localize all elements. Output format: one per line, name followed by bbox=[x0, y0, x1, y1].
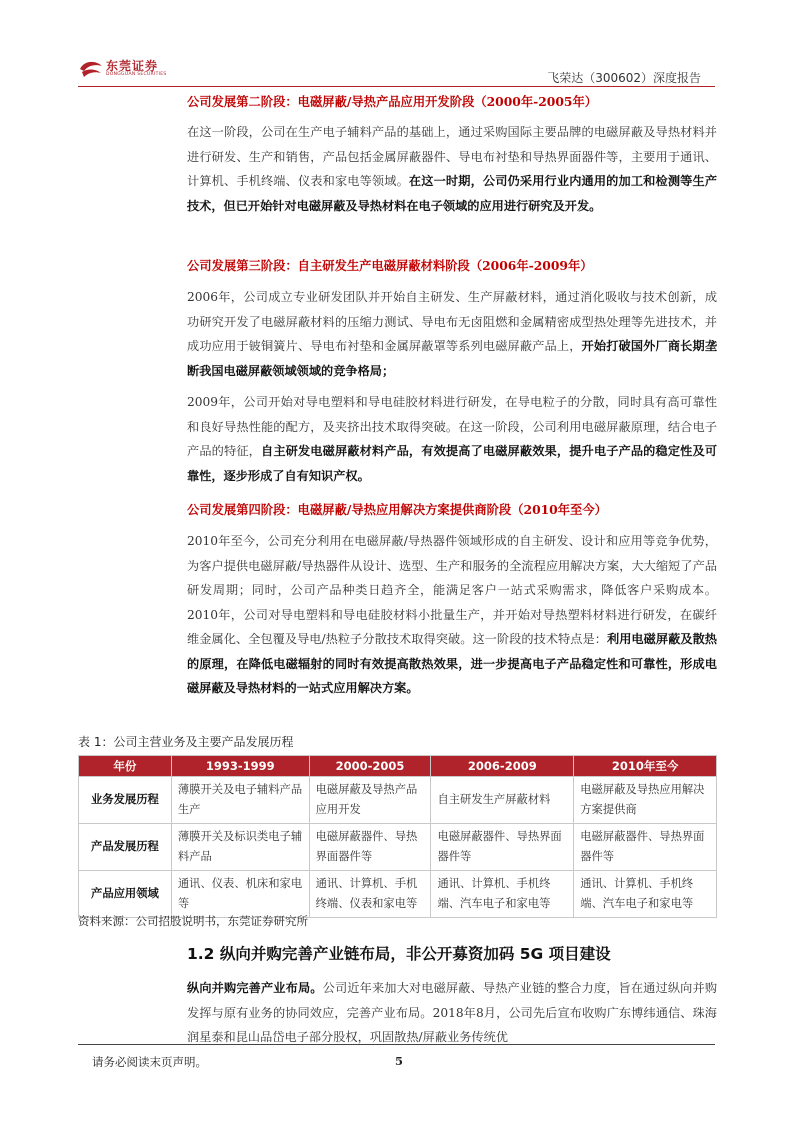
phase3-paragraph-2 bbox=[187, 390, 717, 488]
header-divider bbox=[78, 86, 715, 87]
table-row-header: 产品发展历程 bbox=[79, 824, 172, 871]
table-header-cell: 2000-2005 bbox=[309, 756, 431, 777]
table-cell: 薄膜开关及电子辅料产品生产 bbox=[171, 777, 309, 824]
phase2-paragraph bbox=[187, 120, 717, 218]
page-number: 5 bbox=[395, 1054, 404, 1068]
table-cell: 通讯、仪表、机床和家电等 bbox=[171, 871, 309, 918]
table-row bbox=[79, 824, 717, 871]
phase4-bold: 利用电磁屏蔽及散热的原理，在降低电磁辐射的同时有效提高散热效果，进一步提高电子产品稳定性和可靠性，形成电磁屏蔽及导热材料的一站式应用解决方案。 bbox=[187, 632, 717, 695]
phase2-bold: 在这一时期，公司仍采用行业内通用的加工和检测等生产技术，但已开始针对电磁屏蔽及导热材料在电子领域的应用进行研究及开发。 bbox=[187, 174, 718, 213]
table-row bbox=[79, 777, 717, 824]
table-header-cell: 年份 bbox=[79, 756, 172, 777]
development-table bbox=[78, 755, 717, 918]
table-cell: 通讯、计算机、手机终端、汽车电子和家电等 bbox=[431, 871, 574, 918]
section-title: 1.2 纵向并购完善产业链布局，非公开募资加码 5G 项目建设 bbox=[187, 945, 611, 963]
table-header-cell: 1993-1999 bbox=[171, 756, 309, 777]
phase4-title: 公司发展第四阶段：电磁屏蔽/导热应用解决方案提供商阶段（2010年至今） bbox=[187, 502, 607, 517]
logo-text-cn: 东莞证券 bbox=[106, 59, 159, 73]
section-lead-text: 公司近年来加大对电磁屏蔽、导热产业链的整合力度，旨在通过纵向并购发挥与原有业务的协同效应，完善产业布局。2018年8月，公司先后宣布收购广东博纬通信、珠海润星泰和昆山品岱电子部分股权，巩固散热/屏蔽业务传统优 bbox=[187, 981, 718, 1044]
table-header-cell: 2006-2009 bbox=[431, 756, 574, 777]
phase4-paragraph bbox=[187, 529, 717, 701]
company-logo bbox=[78, 56, 198, 82]
table-row bbox=[79, 871, 717, 918]
logo-text-en: DONGGUAN SECURITIES bbox=[106, 72, 167, 77]
phase4-text: 2010年至今，公司充分利用在电磁屏蔽/导热器件领域形成的自主研发、设计和应用等竞争优势，为客户提供电磁屏蔽/导热器件从设计、选型、生产和服务的全流程应用解决方案，大大缩短了产品研发周期；同时，公司产品种类日趋齐全，能满足客户一站式采购需求，降低客户采购成本。2010年，公司对导电塑料和导电硅胶材料小批量生产，并开始对导热塑料材料进行研发，在碳纤维金属化、全包覆及导电/热粒子分散技术取得突破。这一阶段的技术特点是： bbox=[187, 534, 717, 646]
table-row-header: 产品应用领域 bbox=[79, 871, 172, 918]
table-header-cell: 2010年至今 bbox=[574, 756, 717, 777]
section-lead-bold: 纵向并购完善产业布局。 bbox=[187, 981, 323, 995]
footer-divider bbox=[78, 1044, 715, 1045]
phase3-p2-text: 2009年，公司开始对导电塑料和导电硅胶材料进行研发，在导电粒子的分散，同时具有高可靠性和良好导热性能的配方，及夹挤出技术取得突破。在这一阶段，公司利用电磁屏蔽原理，结合电子产品的特征， bbox=[187, 395, 717, 458]
logo-mark-icon bbox=[78, 58, 104, 80]
table-cell: 电磁屏蔽器件、导热界面器件等 bbox=[574, 824, 717, 871]
phase3-p1-text: 2006年，公司成立专业研发团队并开始自主研发、生产屏蔽材料，通过消化吸收与技术创新，成功研究开发了电磁屏蔽材料的压缩力测试、导电布无卤阻燃和金属精密成型热处理等先进技术，并成功应用于铍铜簧片、导电布衬垫和金属屏蔽罩等系列电磁屏蔽产品上， bbox=[187, 290, 717, 353]
table-cell: 电磁屏蔽器件、导热界面器件等 bbox=[309, 824, 431, 871]
phase3-p1-bold: 开始打破国外厂商长期垄断我国电磁屏蔽领域领域的竞争格局； bbox=[187, 339, 718, 378]
phase3-paragraph-1 bbox=[187, 285, 717, 383]
table-cell: 自主研发生产屏蔽材料 bbox=[431, 777, 574, 824]
table-cell: 通讯、计算机、手机终端、汽车电子和家电等 bbox=[574, 871, 717, 918]
section-paragraph bbox=[187, 976, 717, 1050]
table-row-header: 业务发展历程 bbox=[79, 777, 172, 824]
table-cell: 电磁屏蔽及导热产品应用开发 bbox=[309, 777, 431, 824]
table-cell: 电磁屏蔽及导热应用解决方案提供商 bbox=[574, 777, 717, 824]
phase3-p2-bold: 自主研发电磁屏蔽材料产品，有效提高了电磁屏蔽效果，提升电子产品的稳定性及可靠性，逐步形成了自有知识产权。 bbox=[187, 444, 718, 483]
table-header-row bbox=[79, 756, 717, 777]
phase2-title: 公司发展第二阶段：电磁屏蔽/导热产品应用开发阶段（2000年-2005年） bbox=[187, 94, 598, 109]
report-title: 飞荣达（300602）深度报告 bbox=[547, 71, 701, 85]
table-cell: 薄膜开关及标识类电子辅料产品 bbox=[171, 824, 309, 871]
phase2-text: 在这一阶段，公司在生产电子辅料产品的基础上，通过采购国际主要品牌的电磁屏蔽及导热材料并进行研发、生产和销售，产品包括金属屏蔽器件、导电布衬垫和导热界面器件等，主要用于通讯、计算机、手机终端、仪表和家电等领域。 bbox=[187, 125, 717, 188]
table-cell: 电磁屏蔽器件、导热界面器件等 bbox=[431, 824, 574, 871]
table-source: 资料来源：公司招股说明书，东莞证券研究所 bbox=[78, 914, 308, 928]
table-cell: 通讯、计算机、手机终端、仪表和家电等 bbox=[309, 871, 431, 918]
table-title: 表 1：公司主营业务及主要产品发展历程 bbox=[78, 735, 294, 749]
disclaimer-note: 请务必阅读末页声明。 bbox=[92, 1055, 207, 1069]
phase3-title: 公司发展第三阶段：自主研发生产电磁屏蔽材料阶段（2006年-2009年） bbox=[187, 258, 593, 273]
